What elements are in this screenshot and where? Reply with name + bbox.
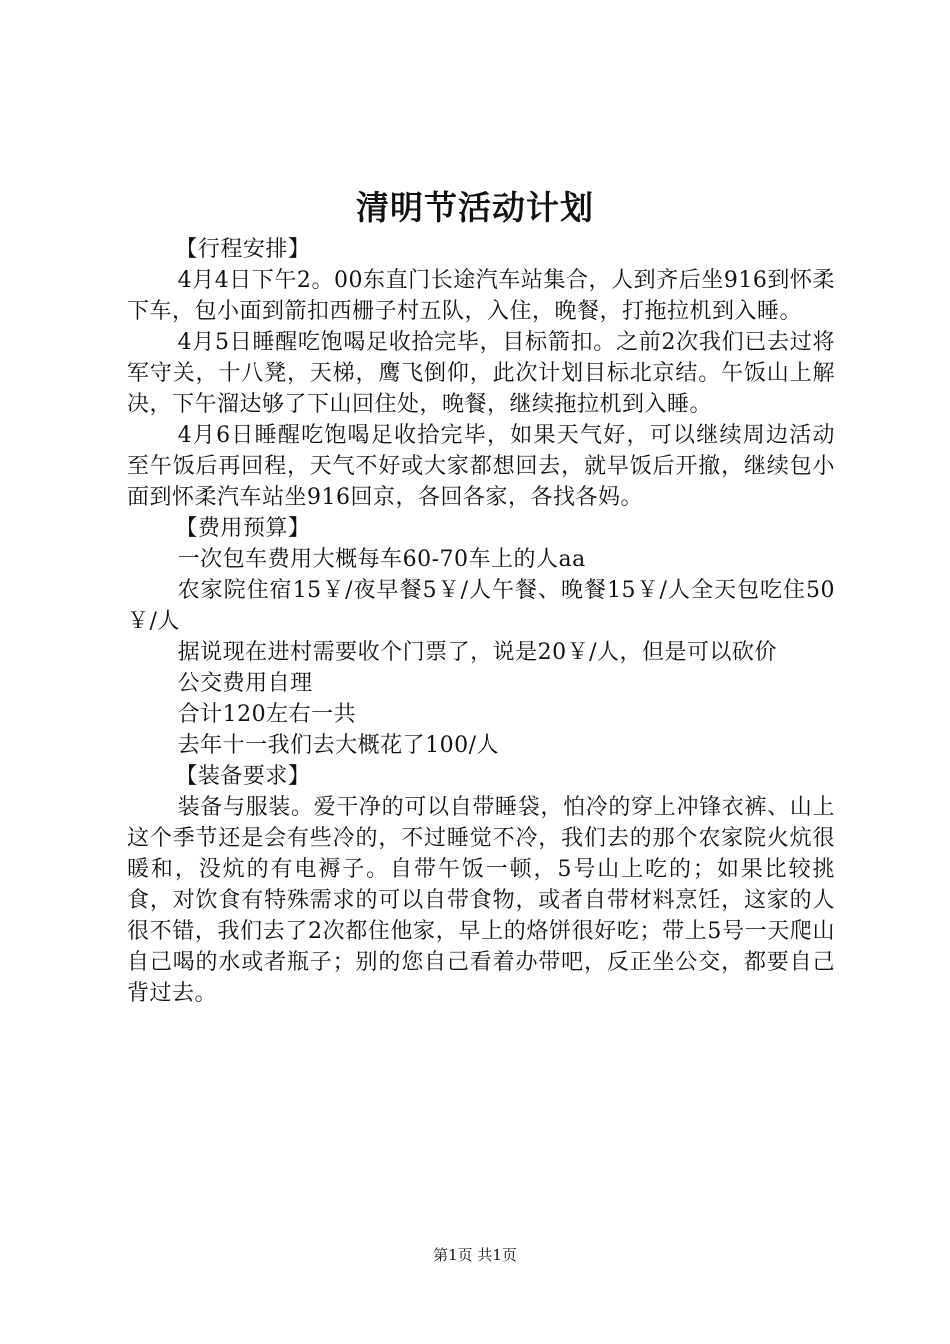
paragraph-last-year-cost: 去年十一我们去大概花了100/人	[177, 733, 499, 758]
section-heading-budget: 【费用预算】	[175, 516, 311, 541]
paragraph-ticket-cost: 据说现在进村需要收个门票了，说是20￥/人，但是可以砍价	[177, 640, 778, 665]
section-heading-itinerary: 【行程安排】	[175, 237, 311, 262]
paragraph-day-3: 4月6日睡醒吃饱喝足收拾完毕，如果天气好，可以继续周边活动至午饭后再回程，天气不好或大家都想回去，就早饭后开撤，继续包小面到怀柔汽车站坐916回京，各回各家，各找各妈。	[127, 423, 835, 510]
page-footer: 第1页 共1页	[433, 1246, 517, 1264]
paragraph-lodging-cost: 农家院住宿15￥/夜早餐5￥/人午餐、晚餐15￥/人全天包吃住50￥/人	[127, 578, 835, 634]
paragraph-day-1: 4月4日下午2。00东直门长途汽车站集合，人到齐后坐916到怀柔下车，包小面到箭扣西栅子村五队，入住，晚餐，打拖拉机到入睡。	[127, 268, 835, 324]
paragraph-bus-cost: 公交费用自理	[177, 671, 313, 696]
paragraph-charter-cost: 一次包车费用大概每车60-70车上的人aa	[177, 547, 586, 572]
paragraph-equipment: 装备与服装。爱干净的可以自带睡袋，怕冷的穿上冲锋衣裤、山上这个季节还是会有些冷的，不过睡觉不冷，我们去的那个农家院火炕很暖和，没炕的有电褥子。自带午饭一顿，5号山上吃的；如果比较挑食，对饮食有特殊需求的可以自带食物，或者自带材料烹饪，这家的人很不错，我们去了2次都住他家，早上的烙饼很好吃；带上5号一天爬山自己喝的水或者瓶子；别的您自己看着办带吧，反正坐公交，都要自己背过去。	[127, 795, 835, 1006]
document-body	[127, 234, 835, 1009]
section-heading-equipment: 【装备要求】	[175, 764, 311, 789]
paragraph-total-cost: 合计120左右一共	[177, 702, 357, 727]
paragraph-day-2: 4月5日睡醒吃饱喝足收拾完毕，目标箭扣。之前2次我们已去过将军守关，十八凳，天梯，鹰飞倒仰，此次计划目标北京结。午饭山上解决，下午溜达够了下山回住处，晚餐，继续拖拉机到入睡。	[127, 330, 835, 417]
page-title: 清明节活动计划	[356, 188, 594, 227]
